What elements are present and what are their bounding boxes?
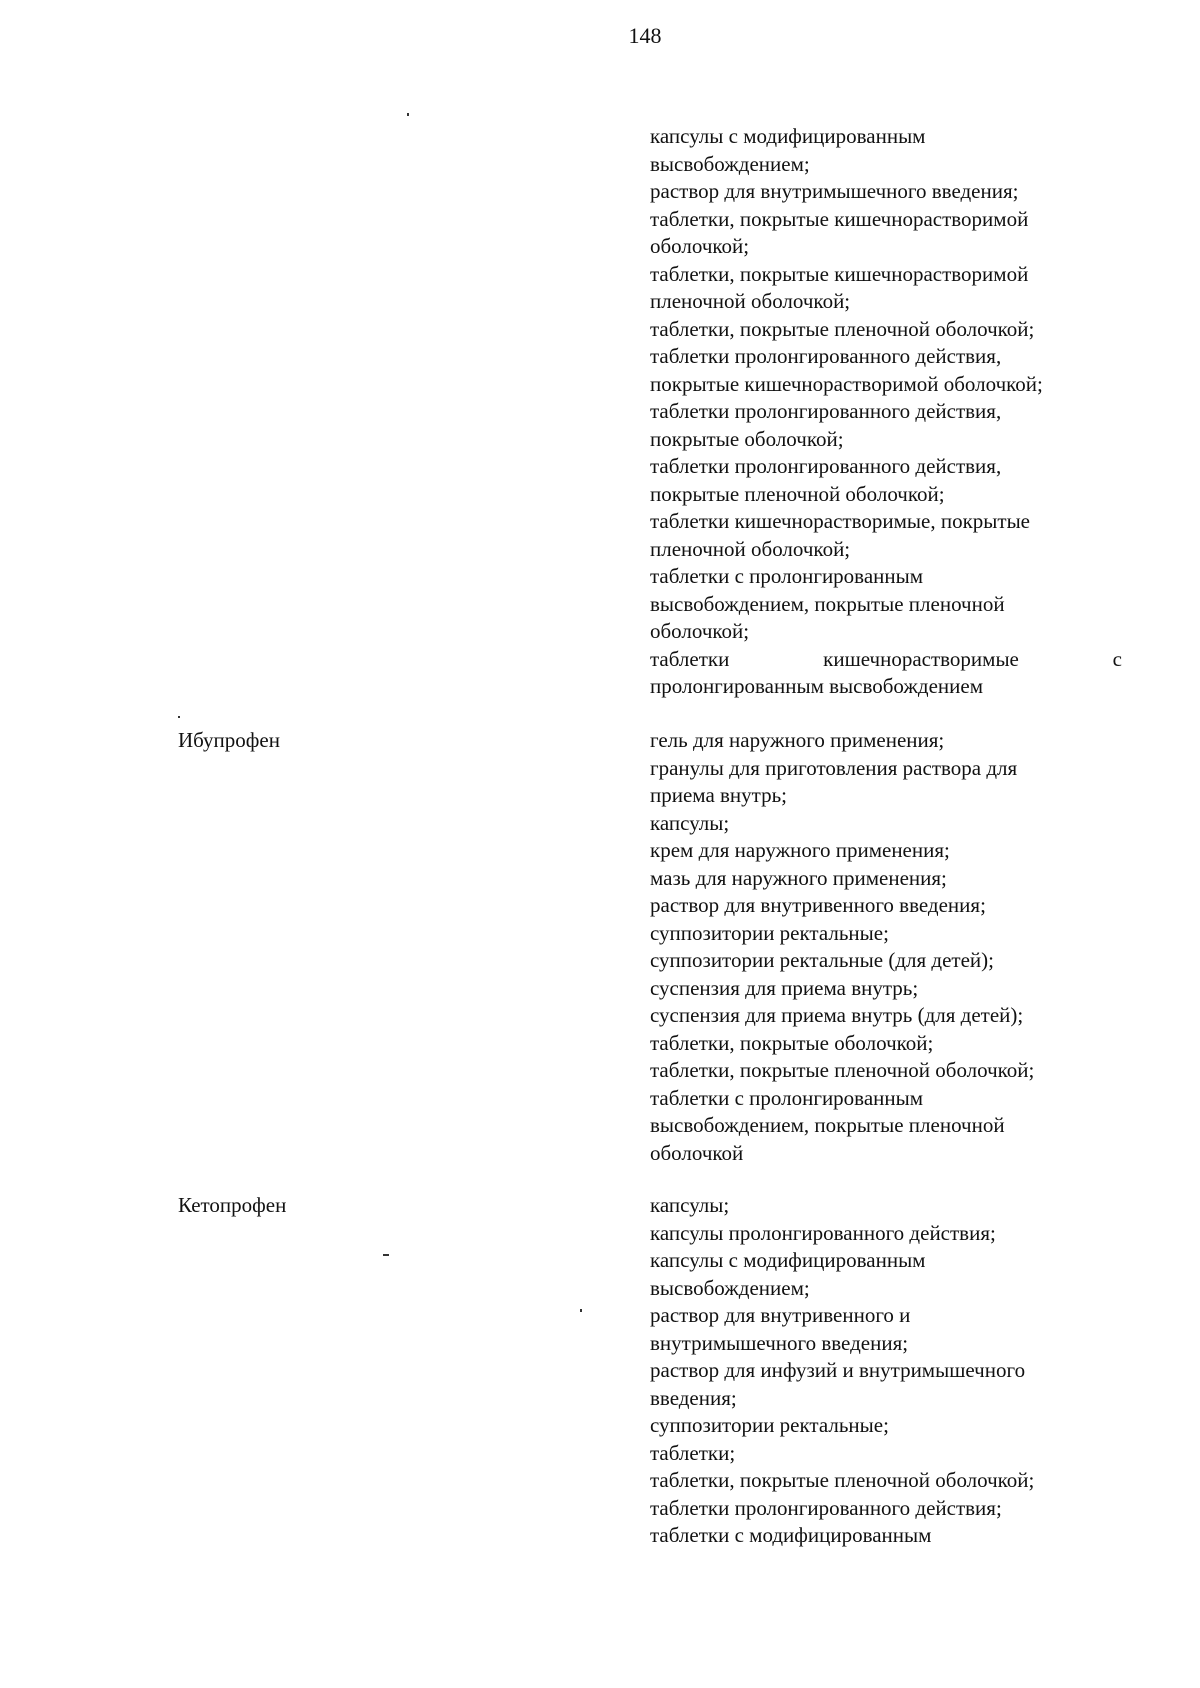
dosage-form-line: капсулы; xyxy=(650,1193,730,1217)
dosage-form-line: капсулы пролонгированного действия; xyxy=(650,1220,996,1245)
dosage-form-line: высвобождением, покрытые пленочной xyxy=(650,591,1005,616)
dosage-form-line: таблетки, покрытые оболочкой; xyxy=(650,1030,934,1055)
dosage-form-line: высвобождением; xyxy=(650,151,810,176)
dosage-form-line: суспензия для приема внутрь (для детей); xyxy=(650,1003,1024,1027)
dosage-form-line: таблетки кишечнорастворимые, покрытые xyxy=(650,509,1030,533)
scan-speck xyxy=(178,716,180,718)
dosage-form-line: таблетки; xyxy=(650,1440,736,1465)
dosage-form-line: мазь для наружного применения; xyxy=(650,865,947,890)
dosage-form-line: раствор для инфузий и внутримышечного xyxy=(650,1358,1026,1382)
dosage-form-line: оболочкой; xyxy=(650,234,750,258)
dosage-form-line: суппозитории ректальные; xyxy=(650,1413,889,1437)
dosage-form-line: оболочкой; xyxy=(650,619,750,643)
dosage-form-line: суппозитории ректальные (для детей); xyxy=(650,948,994,972)
dosage-form-line: покрытые кишечнорастворимой оболочкой; xyxy=(650,371,1043,396)
dosage-form-line: приема внутрь; xyxy=(650,783,788,807)
dosage-form-line: таблетки, покрытые кишечнорастворимой xyxy=(650,261,1029,286)
dosage-form-line: таблетки, покрытые пленочной оболочкой; xyxy=(650,316,1035,341)
dosage-form-line: пролонгированным высвобождением xyxy=(650,674,983,698)
scan-speck xyxy=(383,1254,389,1256)
dosage-form-line: оболочкой xyxy=(650,1140,744,1165)
dosage-form-line: гранулы для приготовления раствора для xyxy=(650,755,1018,780)
dosage-form-line: суспензия для приема внутрь; xyxy=(650,975,919,1000)
dosage-form-line: таблетки с пролонгированным xyxy=(650,564,924,588)
dosage-form-line: введения; xyxy=(650,1385,737,1410)
dosage-form-line: гель для наружного применения; xyxy=(650,728,945,752)
dosage-form-line: крем для наружного применения; xyxy=(650,838,950,862)
dosage-form-line: таблетки пролонгированного действия; xyxy=(650,1495,1002,1520)
dosage-form-line: таблетки с модифицированным xyxy=(650,1523,932,1547)
dosage-form-line: капсулы с модифицированным xyxy=(650,1248,926,1272)
dosage-form-line: покрытые пленочной оболочкой; xyxy=(650,481,945,506)
drug-name: Ибупрофен xyxy=(178,728,280,752)
justified-word: кишечнорастворимые xyxy=(823,646,1019,671)
scan-speck xyxy=(407,113,409,116)
justified-word: таблетки xyxy=(650,646,730,671)
page-number: 148 xyxy=(628,23,662,48)
dosage-form-line: таблетки пролонгированного действия, xyxy=(650,344,1002,368)
justified-word: с xyxy=(1112,646,1122,671)
dosage-form-line: таблетки, покрытые кишечнорастворимой xyxy=(650,206,1029,231)
dosage-form-line: покрытые оболочкой; xyxy=(650,426,844,451)
dosage-form-line: суппозитории ректальные; xyxy=(650,920,889,945)
dosage-form-line: раствор для внутривенного и xyxy=(650,1303,911,1327)
dosage-forms-list xyxy=(650,727,1150,1167)
dosage-form-line: таблетки пролонгированного действия, xyxy=(650,399,1002,423)
dosage-form-line: внутримышечного введения; xyxy=(650,1330,909,1355)
dosage-form-line: пленочной оболочкой; xyxy=(650,289,851,313)
drug-name: Кетопрофен xyxy=(178,1193,287,1217)
dosage-form-line: пленочной оболочкой; xyxy=(650,536,851,561)
dosage-form-line: капсулы; xyxy=(650,810,730,835)
dosage-form-line: капсулы с модифицированным xyxy=(650,124,926,148)
dosage-form-line-justified xyxy=(650,646,1122,674)
dosage-form-line: таблетки с пролонгированным xyxy=(650,1085,924,1110)
dosage-form-line: таблетки пролонгированного действия, xyxy=(650,454,1002,478)
dosage-form-line: высвобождением, покрытые пленочной xyxy=(650,1113,1005,1137)
dosage-forms-list xyxy=(650,123,1150,701)
scan-speck xyxy=(580,1309,582,1312)
dosage-form-line: раствор для внутривенного введения; xyxy=(650,893,986,917)
dosage-form-line: высвобождением; xyxy=(650,1275,810,1300)
dosage-forms-list xyxy=(650,1192,1150,1550)
dosage-form-line: таблетки, покрытые пленочной оболочкой; xyxy=(650,1468,1035,1492)
dosage-form-line: таблетки, покрытые пленочной оболочкой; xyxy=(650,1058,1035,1082)
dosage-form-line: раствор для внутримышечного введения; xyxy=(650,179,1019,203)
